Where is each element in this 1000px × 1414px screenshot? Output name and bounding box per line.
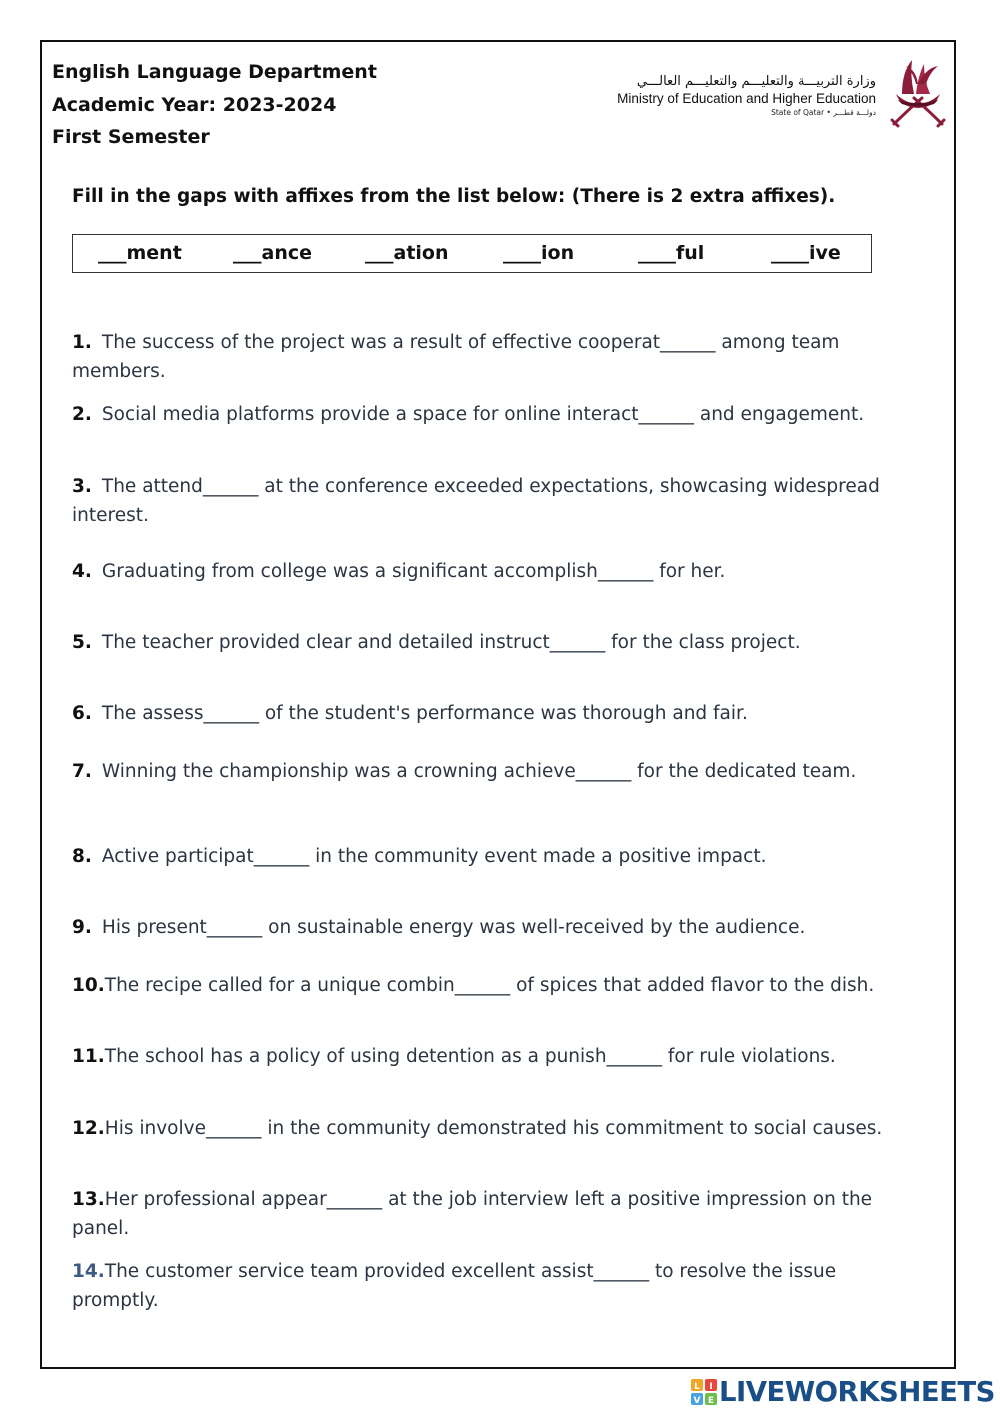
question-item xyxy=(72,401,887,430)
question-item xyxy=(72,329,887,386)
question-item xyxy=(72,843,887,872)
question-text: The attend______ at the conference exceeded expectations, showcasing widespread interest. xyxy=(72,476,880,526)
ministry-logo xyxy=(608,52,953,130)
question-number: 14. xyxy=(72,1261,105,1282)
question-number: 4. xyxy=(72,561,92,582)
question-number: 8. xyxy=(72,846,92,867)
question-text: The customer service team provided excellent assist______ to resolve the issue promptly. xyxy=(72,1261,837,1311)
question-number: 2. xyxy=(72,404,92,425)
question-text: The school has a policy of using detention as a punish______ for rule violations. xyxy=(104,1046,836,1067)
worksheet-header xyxy=(52,58,377,156)
question-text: His involve______ in the community demonstrated his commitment to social causes. xyxy=(104,1118,883,1139)
question-number: 3. xyxy=(72,476,92,497)
svg-text:L: L xyxy=(694,1382,700,1392)
question-number: 7. xyxy=(72,761,92,782)
question-item xyxy=(72,558,887,587)
affix-item: ___ation xyxy=(365,242,449,264)
affix-item: ___ment xyxy=(98,242,182,264)
affix-item: ____ive xyxy=(771,242,841,264)
question-item xyxy=(72,972,887,1001)
affix-item: ____ion xyxy=(503,242,575,264)
liveworksheets-logo[interactable] xyxy=(691,1374,995,1408)
semester: First Semester xyxy=(52,126,210,148)
question-text: Active participat______ in the community event made a positive impact. xyxy=(101,846,767,867)
affix-word-bank xyxy=(72,234,872,273)
question-number: 12. xyxy=(72,1118,105,1139)
question-item xyxy=(72,629,887,658)
question-number: 9. xyxy=(72,917,92,938)
question-number: 1. xyxy=(72,332,92,353)
affix-item: ___ance xyxy=(233,242,312,264)
question-item xyxy=(72,758,887,787)
affix-item: ____ful xyxy=(638,242,705,264)
ministry-name-arabic: وزارة التربيـــة والتعليـــم والتعليـــم العالـــي xyxy=(636,74,876,89)
question-item xyxy=(72,914,887,943)
question-number: 6. xyxy=(72,703,92,724)
question-item xyxy=(72,1186,887,1243)
svg-text:V: V xyxy=(693,1396,701,1405)
question-text: The teacher provided clear and detailed instruct______ for the class project. xyxy=(101,632,801,653)
question-text: The recipe called for a unique combin______ of spices that added flavor to the dish. xyxy=(104,975,875,996)
question-text: Her professional appear______ at the job interview left a positive impression on the panel. xyxy=(72,1189,873,1239)
question-item xyxy=(72,700,887,729)
ministry-text xyxy=(608,74,876,119)
qatar-emblem-icon xyxy=(886,54,950,128)
svg-text:E: E xyxy=(707,1396,715,1405)
academic-year: Academic Year: 2023-2024 xyxy=(52,93,337,116)
department-title: English Language Department xyxy=(52,61,377,83)
question-item xyxy=(72,473,887,530)
state-of-qatar-label: State of Qatar • دولـــة قطـــر xyxy=(771,108,876,117)
instruction-text: Fill in the gaps with affixes from the list below: (There is 2 extra affixes). xyxy=(72,186,836,207)
question-number: 10. xyxy=(72,975,105,996)
question-number: 5. xyxy=(72,632,92,653)
liveworksheets-logo-icon xyxy=(691,1379,717,1405)
question-text: The assess______ of the student's performance was thorough and fair. xyxy=(101,703,748,724)
question-text: Winning the championship was a crowning achieve______ for the dedicated team. xyxy=(101,761,857,782)
question-item xyxy=(72,1043,887,1072)
question-number: 13. xyxy=(72,1189,105,1210)
svg-text:I: I xyxy=(709,1382,713,1392)
question-text: His present______ on sustainable energy was well-received by the audience. xyxy=(101,917,806,938)
liveworksheets-brand: LIVEWORKSHEETS xyxy=(719,1376,995,1408)
question-item xyxy=(72,1115,887,1144)
ministry-name-english: Ministry of Education and Higher Education xyxy=(617,91,876,106)
question-number: 11. xyxy=(72,1046,105,1067)
question-text: Graduating from college was a significant accomplish______ for her. xyxy=(101,561,726,582)
question-text: The success of the project was a result of effective cooperat______ among team members. xyxy=(72,332,840,382)
question-text: Social media platforms provide a space for online interact______ and engagement. xyxy=(101,404,865,425)
question-item xyxy=(72,1258,887,1315)
